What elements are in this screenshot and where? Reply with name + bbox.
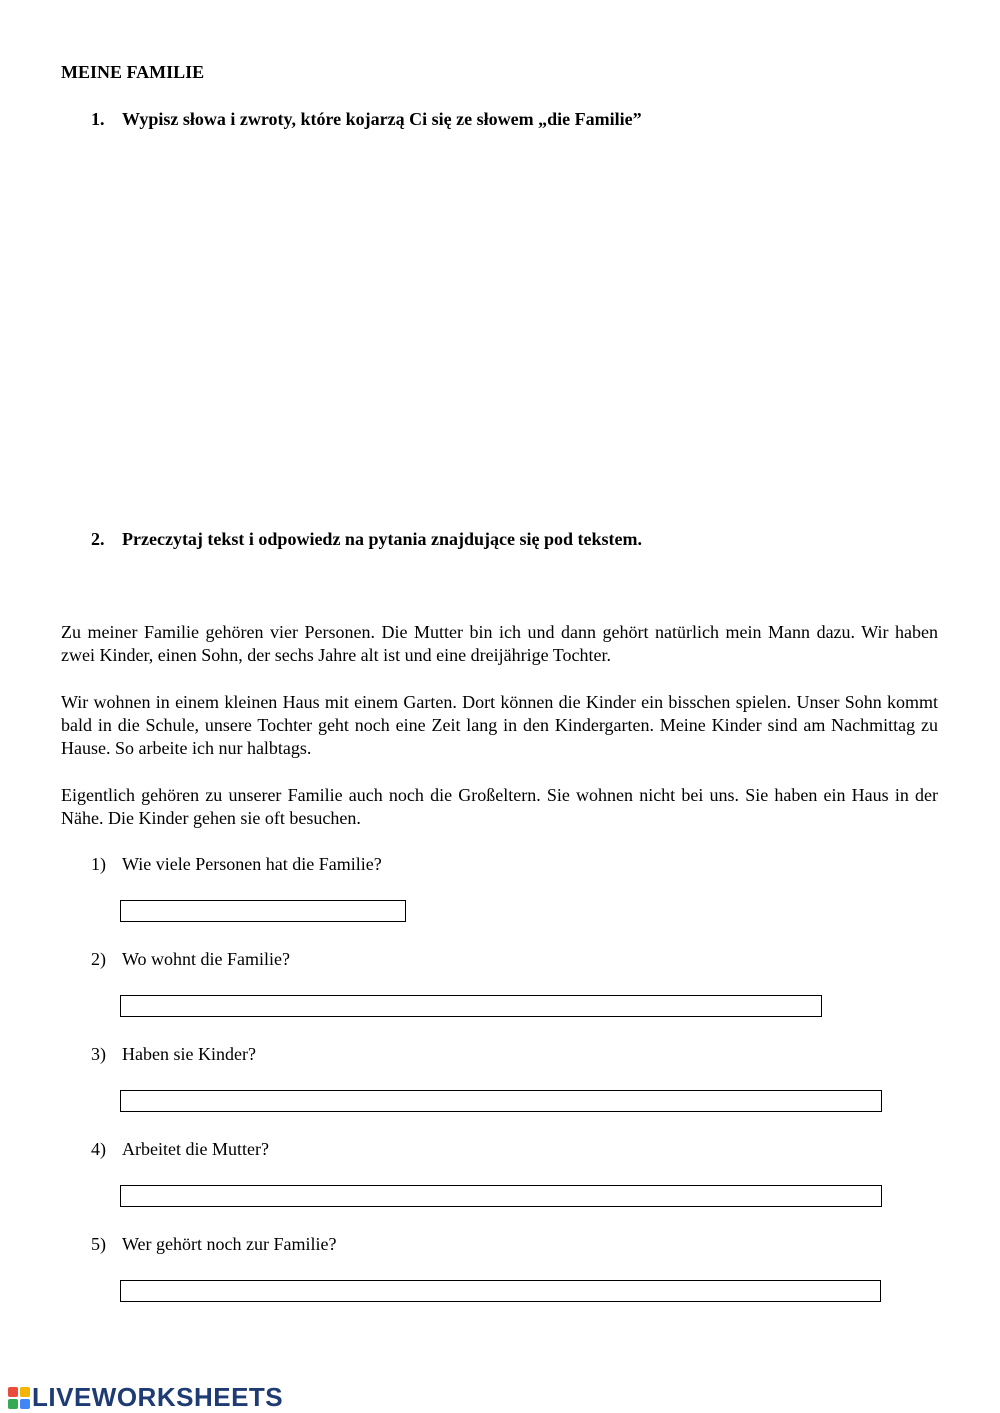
question-3-text: Haben sie Kinder? bbox=[122, 1044, 256, 1064]
answer-1-input[interactable] bbox=[120, 900, 406, 922]
question-2-text: Wo wohnt die Familie? bbox=[122, 949, 291, 969]
task-1-number: 1. bbox=[91, 109, 105, 129]
answer-2-input[interactable] bbox=[120, 995, 822, 1017]
answer-5-input[interactable] bbox=[120, 1280, 881, 1302]
question-2-number: 2) bbox=[91, 949, 106, 969]
answer-3-input[interactable] bbox=[120, 1090, 882, 1112]
task-1-instruction: Wypisz słowa i zwroty, które kojarzą Ci się ze słowem „die Familie” bbox=[122, 109, 642, 129]
reading-paragraph-3: Eigentlich gehören zu unserer Familie auch noch die Großeltern. Sie wohnen nicht bei uns. Sie haben ein Haus in der Nähe. Die Kinder gehen sie oft besuchen. bbox=[61, 785, 938, 828]
question-1-number: 1) bbox=[91, 854, 106, 874]
question-5-text: Wer gehört noch zur Familie? bbox=[122, 1234, 337, 1254]
question-1-text: Wie viele Personen hat die Familie? bbox=[122, 854, 382, 874]
question-5-number: 5) bbox=[91, 1234, 106, 1254]
liveworksheets-logo-icon bbox=[8, 1387, 30, 1409]
task-2-instruction: Przeczytaj tekst i odpowiedz na pytania znajdujące się pod tekstem. bbox=[122, 529, 642, 549]
task-2-number: 2. bbox=[91, 529, 105, 549]
reading-paragraph-1: Zu meiner Familie gehören vier Personen. Die Mutter bin ich und dann gehört natürlich mein Mann dazu. Wir haben zwei Kinder, einen Sohn, der sechs Jahre alt ist und eine dreijährige Tochter. bbox=[61, 622, 938, 665]
reading-paragraph-2: Wir wohnen in einem kleinen Haus mit einem Garten. Dort können die Kinder ein bisschen spielen. Unser Sohn kommt bald in die Schule, unsere Tochter geht noch eine Zeit lang in den Kindergarten. Meine Kinder sind am Nachmittag zu Hause. So arbeite ich nur halbtags. bbox=[61, 692, 938, 758]
answer-4-input[interactable] bbox=[120, 1185, 882, 1207]
liveworksheets-logo bbox=[8, 1382, 283, 1413]
question-4-text: Arbeitet die Mutter? bbox=[122, 1139, 269, 1159]
liveworksheets-logo-text: LIVEWORKSHEETS bbox=[32, 1382, 284, 1412]
question-3-number: 3) bbox=[91, 1044, 106, 1064]
page-title: MEINE FAMILIE bbox=[61, 62, 205, 82]
question-4-number: 4) bbox=[91, 1139, 106, 1159]
